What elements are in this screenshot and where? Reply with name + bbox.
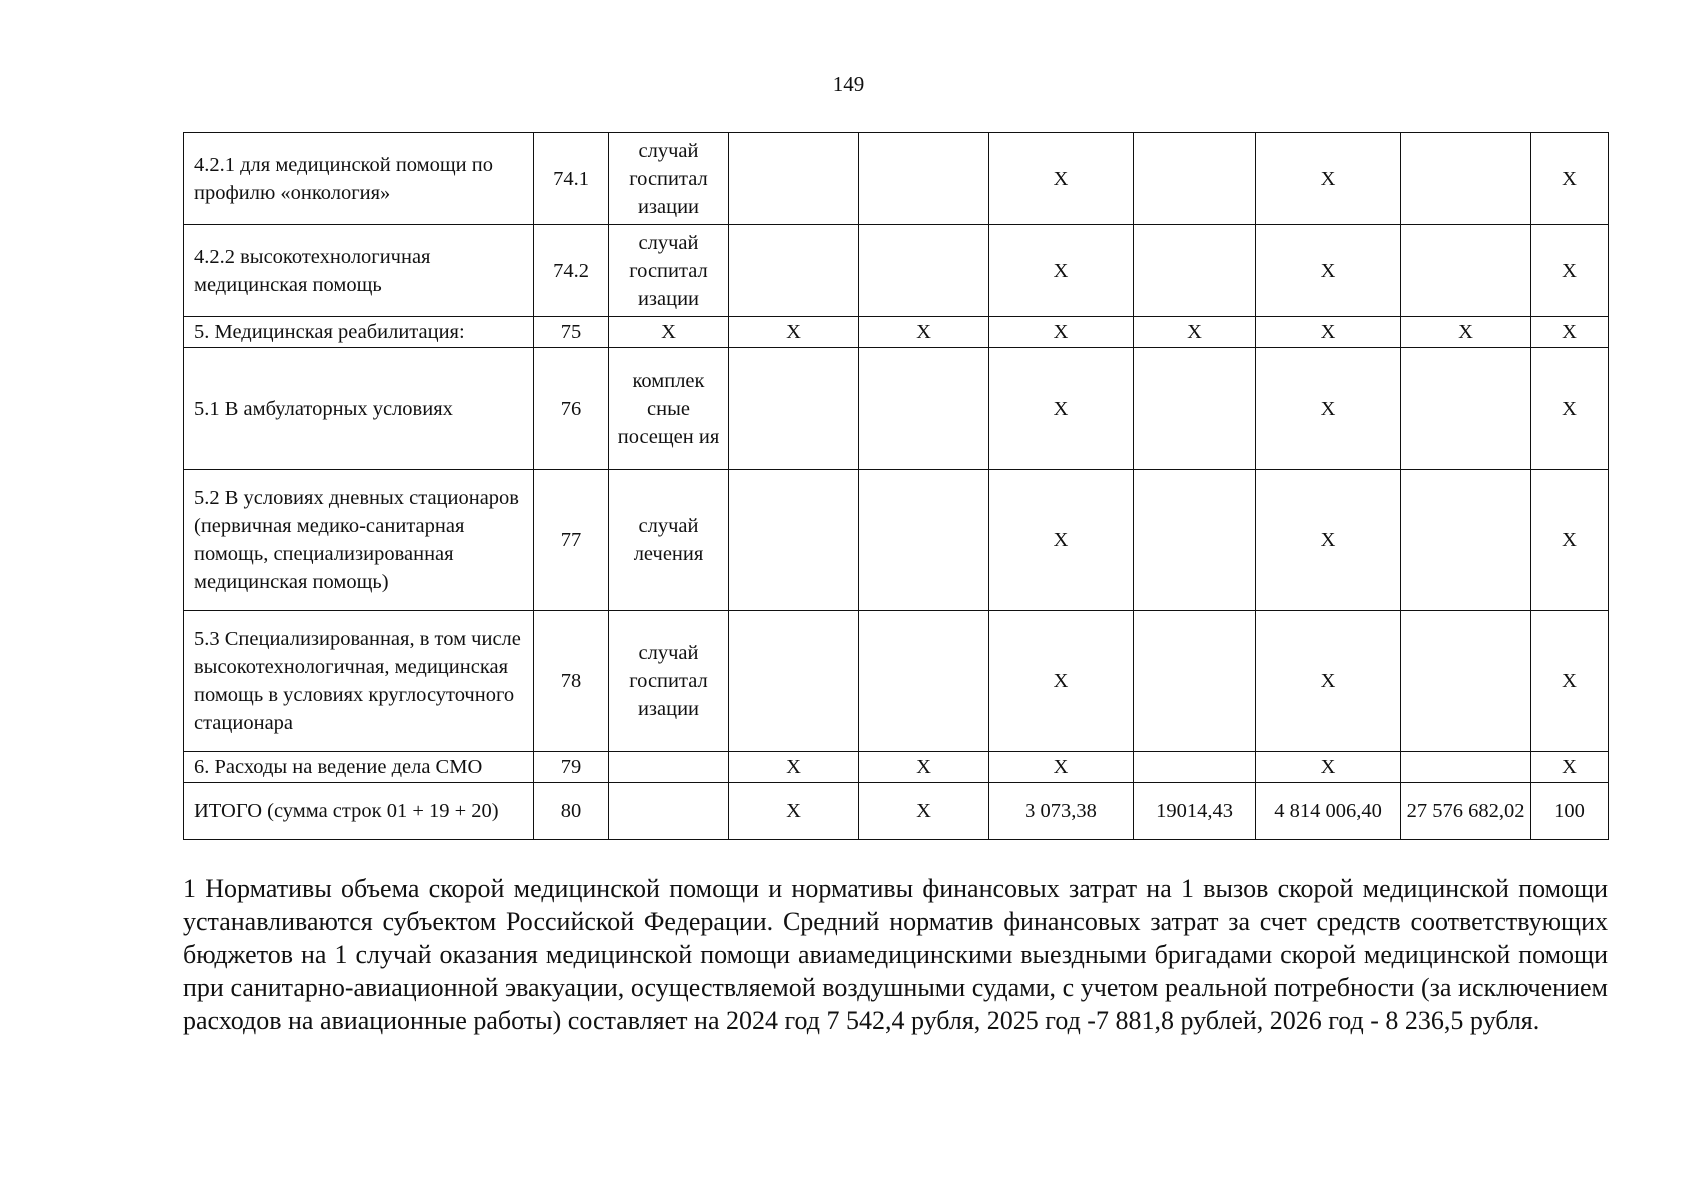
cell-c6	[1401, 225, 1531, 317]
cell-name: 6. Расходы на ведение дела СМО	[184, 752, 534, 783]
cell-c6	[1401, 470, 1531, 611]
cell-c3: Х	[989, 752, 1134, 783]
cell-c5: Х	[1256, 470, 1401, 611]
cell-c3: Х	[989, 611, 1134, 752]
cell-c3: Х	[989, 317, 1134, 348]
cell-c7: Х	[1531, 611, 1609, 752]
table-row	[184, 611, 1609, 752]
cell-unit: случай госпитал изации	[609, 133, 729, 225]
cell-c2	[859, 611, 989, 752]
cell-unit: комплек сные посещен ия	[609, 348, 729, 470]
cell-c2: Х	[859, 317, 989, 348]
cell-c5: Х	[1256, 225, 1401, 317]
cell-name: 5.1 В амбулаторных условиях	[184, 348, 534, 470]
footnote: 1 Нормативы объема скорой медицинской помощи и нормативы финансовых затрат на 1 вызов скорой медицинской помощи устанавливаются субъектом Российской Федерации. Средний норматив финансовых затрат за счет средств соответствующих бюджетов на 1 случай оказания медицинской помощи авиамедицинскими выездными бригадами скорой медицинской помощи при санитарно-авиационной эвакуации, осуществляемой воздушными судами, с учетом реальной потребности (за исключением расходов на авиационные работы) составляет на 2024 год 7 542,4 рубля, 2025 год -7 881,8 рублей, 2026 год - 8 236,5 рубля.	[183, 874, 1608, 1035]
cell-c5: Х	[1256, 317, 1401, 348]
cell-c5: Х	[1256, 611, 1401, 752]
cell-c7: Х	[1531, 752, 1609, 783]
cell-c2	[859, 225, 989, 317]
cell-c3: Х	[989, 133, 1134, 225]
cell-c4	[1134, 348, 1256, 470]
cell-c1	[729, 348, 859, 470]
page-number: 149	[832, 72, 865, 96]
cell-c4: Х	[1134, 317, 1256, 348]
norms-table	[183, 132, 1609, 840]
cell-c1: Х	[729, 783, 859, 840]
cell-unit: случай госпитал изации	[609, 225, 729, 317]
cell-c4	[1134, 611, 1256, 752]
cell-c6: Х	[1401, 317, 1531, 348]
cell-c6: 27 576 682,02	[1401, 783, 1531, 840]
cell-num: 76	[534, 348, 609, 470]
cell-c7: Х	[1531, 348, 1609, 470]
cell-num: 75	[534, 317, 609, 348]
cell-c3: Х	[989, 470, 1134, 611]
cell-unit	[609, 783, 729, 840]
cell-num: 80	[534, 783, 609, 840]
cell-c1	[729, 470, 859, 611]
cell-num: 77	[534, 470, 609, 611]
cell-c1	[729, 611, 859, 752]
cell-c3: 3 073,38	[989, 783, 1134, 840]
cell-name: 5. Медицинская реабилитация:	[184, 317, 534, 348]
cell-c2	[859, 133, 989, 225]
cell-c3: Х	[989, 225, 1134, 317]
cell-c6	[1401, 133, 1531, 225]
cell-c6	[1401, 611, 1531, 752]
cell-c1: Х	[729, 317, 859, 348]
cell-name: 4.2.1 для медицинской помощи по профилю «онкология»	[184, 133, 534, 225]
cell-c2: Х	[859, 752, 989, 783]
cell-name: 5.3 Специализированная, в том числе высокотехнологичная, медицинская помощь в условиях круглосуточного стационара	[184, 611, 534, 752]
cell-name: ИТОГО (сумма строк 01 + 19 + 20)	[184, 783, 534, 840]
cell-c5: Х	[1256, 348, 1401, 470]
table-row	[184, 225, 1609, 317]
cell-num: 74.1	[534, 133, 609, 225]
cell-unit: Х	[609, 317, 729, 348]
table-body	[184, 133, 1609, 840]
cell-num: 74.2	[534, 225, 609, 317]
cell-c2	[859, 470, 989, 611]
cell-c3: Х	[989, 348, 1134, 470]
cell-unit	[609, 752, 729, 783]
cell-c4	[1134, 470, 1256, 611]
cell-unit: случай госпитал изации	[609, 611, 729, 752]
cell-c4: 19014,43	[1134, 783, 1256, 840]
cell-c1	[729, 133, 859, 225]
cell-c7: Х	[1531, 133, 1609, 225]
cell-c6	[1401, 348, 1531, 470]
cell-c1: Х	[729, 752, 859, 783]
cell-c5: Х	[1256, 752, 1401, 783]
cell-c4	[1134, 133, 1256, 225]
cell-c1	[729, 225, 859, 317]
cell-num: 78	[534, 611, 609, 752]
cell-c4	[1134, 225, 1256, 317]
cell-c7: Х	[1531, 225, 1609, 317]
table-row	[184, 348, 1609, 470]
cell-unit: случай лечения	[609, 470, 729, 611]
cell-c7: 100	[1531, 783, 1609, 840]
cell-c7: Х	[1531, 470, 1609, 611]
cell-c2	[859, 348, 989, 470]
table-row	[184, 752, 1609, 783]
cell-c5: 4 814 006,40	[1256, 783, 1401, 840]
cell-c5: Х	[1256, 133, 1401, 225]
cell-name: 4.2.2 высокотехнологичная медицинская помощь	[184, 225, 534, 317]
cell-c7: Х	[1531, 317, 1609, 348]
cell-name: 5.2 В условиях дневных стационаров (первичная медико-санитарная помощь, специализированная медицинская помощь)	[184, 470, 534, 611]
table-row	[184, 783, 1609, 840]
cell-c6	[1401, 752, 1531, 783]
cell-c2: Х	[859, 783, 989, 840]
cell-c4	[1134, 752, 1256, 783]
table-row	[184, 470, 1609, 611]
table-row	[184, 133, 1609, 225]
table-row	[184, 317, 1609, 348]
cell-num: 79	[534, 752, 609, 783]
